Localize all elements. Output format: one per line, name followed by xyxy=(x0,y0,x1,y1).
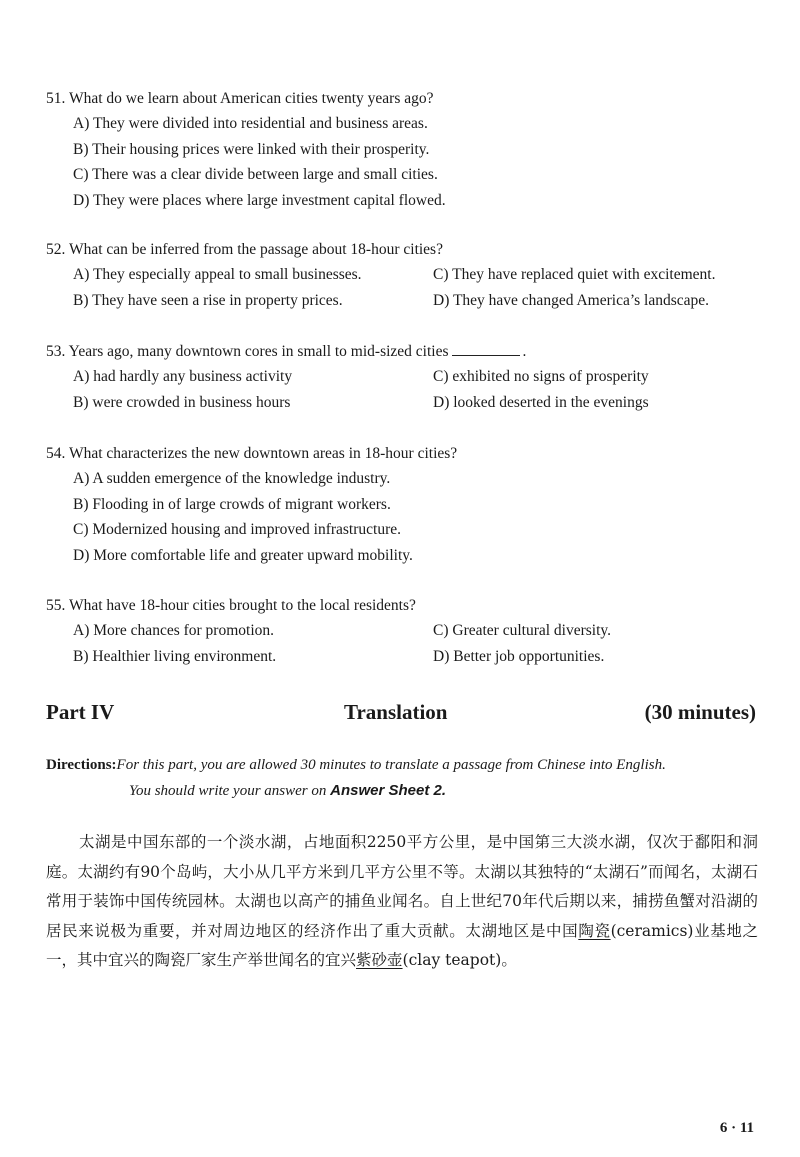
question-stem: 53. Years ago, many downtown cores in small to mid-sized cities xyxy=(46,343,449,360)
option: B) Their housing prices were linked with their prosperity. xyxy=(73,140,430,158)
part-header xyxy=(46,697,756,727)
option: D) More comfortable life and greater upward mobility. xyxy=(73,546,413,564)
option: B) Healthier living environment. xyxy=(73,647,277,665)
option: D) Better job opportunities. xyxy=(433,647,605,665)
part-name: Part IV xyxy=(46,700,115,724)
passage-text: (ceramics)业基地之一，其中宜兴的陶瓷厂家生产举世闻名的宜兴 xyxy=(46,921,758,969)
option: A) had hardly any business activity xyxy=(73,368,293,385)
directions-text: For this part, you are allowed 30 minutes to translate a passage from Chinese into English. xyxy=(116,757,666,773)
directions-separator: : xyxy=(111,757,117,773)
question-stem: 54. What characterizes the new downtown areas in 18-hour cities? xyxy=(46,445,458,462)
option: D) They have changed America’s landscape. xyxy=(433,291,710,309)
option: D) looked deserted in the evenings xyxy=(433,393,649,411)
option: A) A sudden emergence of the knowledge industry. xyxy=(73,470,391,487)
directions-text-2: You should write your answer on xyxy=(129,783,331,799)
option-row xyxy=(46,390,649,416)
option: A) More chances for promotion. xyxy=(73,622,275,639)
directions-label: Directions xyxy=(46,757,112,773)
option: C) There was a clear divide between large and small cities. xyxy=(73,166,438,183)
part-time: (30 minutes) xyxy=(644,700,756,724)
question-53 xyxy=(46,339,649,415)
question-51 xyxy=(46,86,446,213)
option: D) They were places where large investment capital flowed. xyxy=(73,191,446,209)
underlined-term: 陶瓷 xyxy=(578,921,611,940)
option-row xyxy=(46,288,715,314)
option: C) Greater cultural diversity. xyxy=(433,622,612,639)
option: B) They have seen a rise in property prices. xyxy=(73,291,343,309)
directions-line-1 xyxy=(46,752,758,778)
option: C) exhibited no signs of prosperity xyxy=(433,368,649,385)
answer-sheet-ref: Answer Sheet 2. xyxy=(330,782,447,799)
passage-text: 太湖是中国东部的一个淡水湖，占地面积2250平方公里，是中国第三大淡水湖，仅次于鄱阳和洞庭。太湖约有90个岛屿，大小从几平方米到几平方公里不等。太湖以其独特的“太湖石”而闻名，太湖石常用于装饰中国传统园林。太湖也以高产的捕鱼业闻名。自上世纪70年代后期以来，捕捞鱼蟹对沿湖的居民来说极为重要，并对周边地区的经济作出了重大贡献。太湖地区是中国 xyxy=(46,833,758,940)
option-row xyxy=(46,364,649,390)
question-stem: 51. What do we learn about American cities twenty years ago? xyxy=(46,90,434,107)
option: C) Modernized housing and improved infrastructure. xyxy=(73,521,401,538)
option: C) They have replaced quiet with excitement. xyxy=(433,266,716,283)
page-number: 6 · 11 xyxy=(719,1120,754,1136)
option: A) They were divided into residential and business areas. xyxy=(73,115,428,132)
directions-line-2 xyxy=(46,778,758,804)
option: B) were crowded in business hours xyxy=(73,393,291,411)
question-54 xyxy=(46,441,457,568)
passage-text: (clay teapot)。 xyxy=(402,951,517,969)
question-stem: 55. What have 18-hour cities brought to the local residents? xyxy=(46,597,416,614)
underlined-term: 紫砂壶 xyxy=(356,951,403,969)
option-row xyxy=(46,618,611,644)
translation-passage xyxy=(46,828,758,976)
option-row xyxy=(46,644,611,670)
option: B) Flooding in of large crowds of migrant workers. xyxy=(73,495,391,513)
question-stem-row xyxy=(46,339,649,364)
question-55 xyxy=(46,593,611,669)
option: A) They especially appeal to small businesses. xyxy=(73,266,362,283)
directions xyxy=(46,752,758,804)
answer-blank xyxy=(452,341,520,356)
question-stem-end: . xyxy=(522,343,527,360)
question-stem: 52. What can be inferred from the passage about 18-hour cities? xyxy=(46,241,443,258)
part-title: Translation xyxy=(344,700,448,724)
option-row xyxy=(46,262,715,288)
question-52 xyxy=(46,237,715,313)
